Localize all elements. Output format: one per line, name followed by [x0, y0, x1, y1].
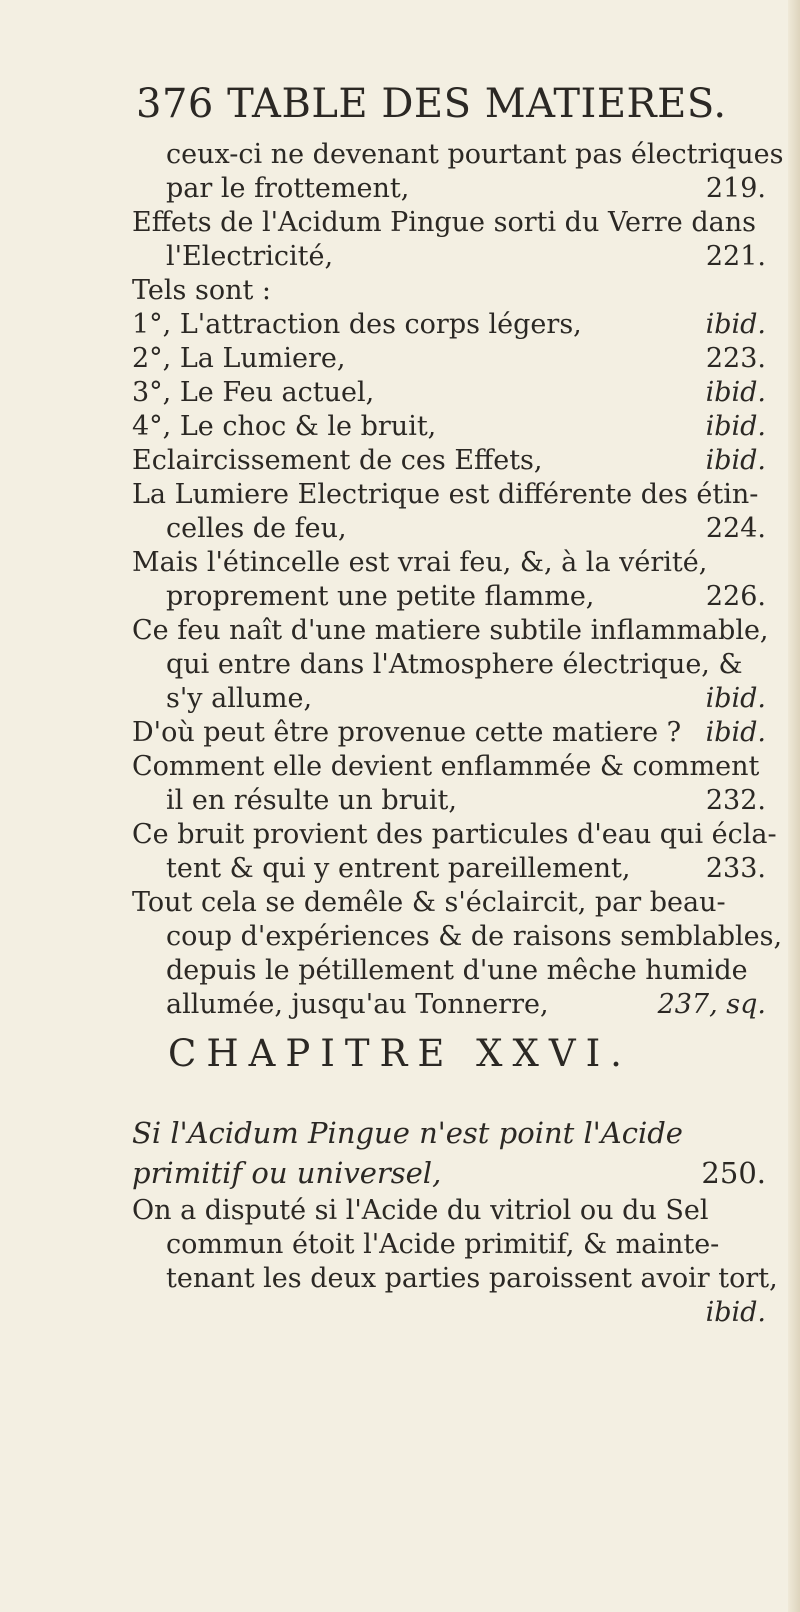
- list-item: [0, 1228, 800, 1262]
- entry-text: 4°, Le choc & le bruit,: [132, 411, 437, 442]
- chapter-title-text: primitif ou universel,: [132, 1156, 442, 1190]
- entry-text: celles de feu,: [166, 513, 347, 544]
- entry-text: Mais l'étincelle est vrai feu, &, à la vérité,: [132, 547, 708, 578]
- list-item: [0, 580, 800, 614]
- entry-text: Ce bruit provient des particules d'eau qui écla-: [132, 819, 777, 850]
- entry-text: qui entre dans l'Atmosphere électrique, &: [166, 649, 743, 680]
- entry-page: ibid.: [705, 717, 766, 748]
- entry-text: il en résulte un bruit,: [166, 785, 457, 816]
- list-item: [0, 308, 800, 342]
- entry-text: Tels sont :: [132, 275, 271, 306]
- entry-page: 233.: [705, 853, 766, 884]
- entry-page: 237, sq.: [657, 989, 766, 1020]
- list-item: [0, 648, 800, 682]
- entry-text: On a disputé si l'Acide du vitriol ou du Sel: [132, 1195, 709, 1226]
- entry-text: par le frottement,: [166, 173, 410, 204]
- list-item: [0, 682, 800, 716]
- entry-text: La Lumiere Electrique est différente des étin-: [132, 479, 759, 510]
- entry-text: D'où peut être provenue cette matiere ?: [132, 717, 682, 748]
- entry-text: coup d'expériences & de raisons semblables,: [166, 921, 783, 952]
- entry-page: ibid.: [705, 1297, 766, 1328]
- list-item: [0, 1262, 800, 1296]
- list-item: [0, 240, 800, 274]
- entry-text: commun étoit l'Acide primitif, & mainte-: [166, 1229, 720, 1260]
- entry-text: ceux-ci ne devenant pourtant pas électriques: [166, 139, 784, 170]
- entry-text: Comment elle devient enflammée & comment: [132, 751, 760, 782]
- chapter-title-line: [0, 1156, 800, 1190]
- entry-text: 3°, Le Feu actuel,: [132, 377, 375, 408]
- list-item: [0, 614, 800, 648]
- chapter-title-text: Si l'Acidum Pingue n'est point l'Acide: [132, 1116, 683, 1150]
- list-item: [0, 410, 800, 444]
- entry-text: Tout cela se demêle & s'éclaircit, par beau-: [132, 887, 726, 918]
- entry-text: l'Electricité,: [166, 241, 334, 272]
- list-item: [0, 512, 800, 546]
- list-item: [0, 818, 800, 852]
- list-item: [0, 206, 800, 240]
- entry-text: Ce feu naît d'une matiere subtile inflammable,: [132, 615, 769, 646]
- list-item: [0, 342, 800, 376]
- chapter-title-page: 250.: [701, 1156, 766, 1190]
- entry-text: allumée, jusqu'au Tonnerre,: [166, 989, 549, 1020]
- list-item: [0, 886, 800, 920]
- list-item: [0, 852, 800, 886]
- entry-page: ibid.: [705, 309, 766, 340]
- entry-page: 221.: [705, 241, 766, 272]
- entry-text: s'y allume,: [166, 683, 313, 714]
- list-item: [0, 784, 800, 818]
- chapter-heading: CHAPITRE XXVI.: [168, 1032, 632, 1075]
- entry-page: 224.: [705, 513, 766, 544]
- entry-page: 232.: [705, 785, 766, 816]
- list-item: [0, 138, 800, 172]
- entry-text: Eclaircissement de ces Effets,: [132, 445, 543, 476]
- entry-page: ibid.: [705, 377, 766, 408]
- list-item: [0, 172, 800, 206]
- list-item: [0, 274, 800, 308]
- entry-text: tenant les deux parties paroissent avoir tort,: [166, 1263, 778, 1294]
- list-item: [0, 920, 800, 954]
- entry-text: 1°, L'attraction des corps légers,: [132, 309, 582, 340]
- page-header: 376 TABLE DES MATIERES.: [136, 81, 727, 127]
- list-item: [0, 954, 800, 988]
- entry-page: 219.: [705, 173, 766, 204]
- entry-text: proprement une petite flamme,: [166, 581, 595, 612]
- entry-page: ibid.: [705, 683, 766, 714]
- list-item: [0, 1296, 800, 1330]
- list-item: [0, 478, 800, 512]
- entry-page: 223.: [705, 343, 766, 374]
- entry-text: 2°, La Lumiere,: [132, 343, 346, 374]
- list-item: [0, 716, 800, 750]
- entry-page: 226.: [705, 581, 766, 612]
- entry-text: depuis le pétillement d'une mêche humide: [166, 955, 748, 986]
- list-item: [0, 1194, 800, 1228]
- list-item: [0, 546, 800, 580]
- entry-text: Effets de l'Acidum Pingue sorti du Verre dans: [132, 207, 756, 238]
- entry-text: tent & qui y entrent pareillement,: [166, 853, 631, 884]
- list-item: [0, 750, 800, 784]
- list-item: [0, 444, 800, 478]
- entry-page: ibid.: [705, 445, 766, 476]
- list-item: [0, 376, 800, 410]
- list-item: [0, 988, 800, 1022]
- chapter-title-line: [0, 1116, 800, 1150]
- entry-page: ibid.: [705, 411, 766, 442]
